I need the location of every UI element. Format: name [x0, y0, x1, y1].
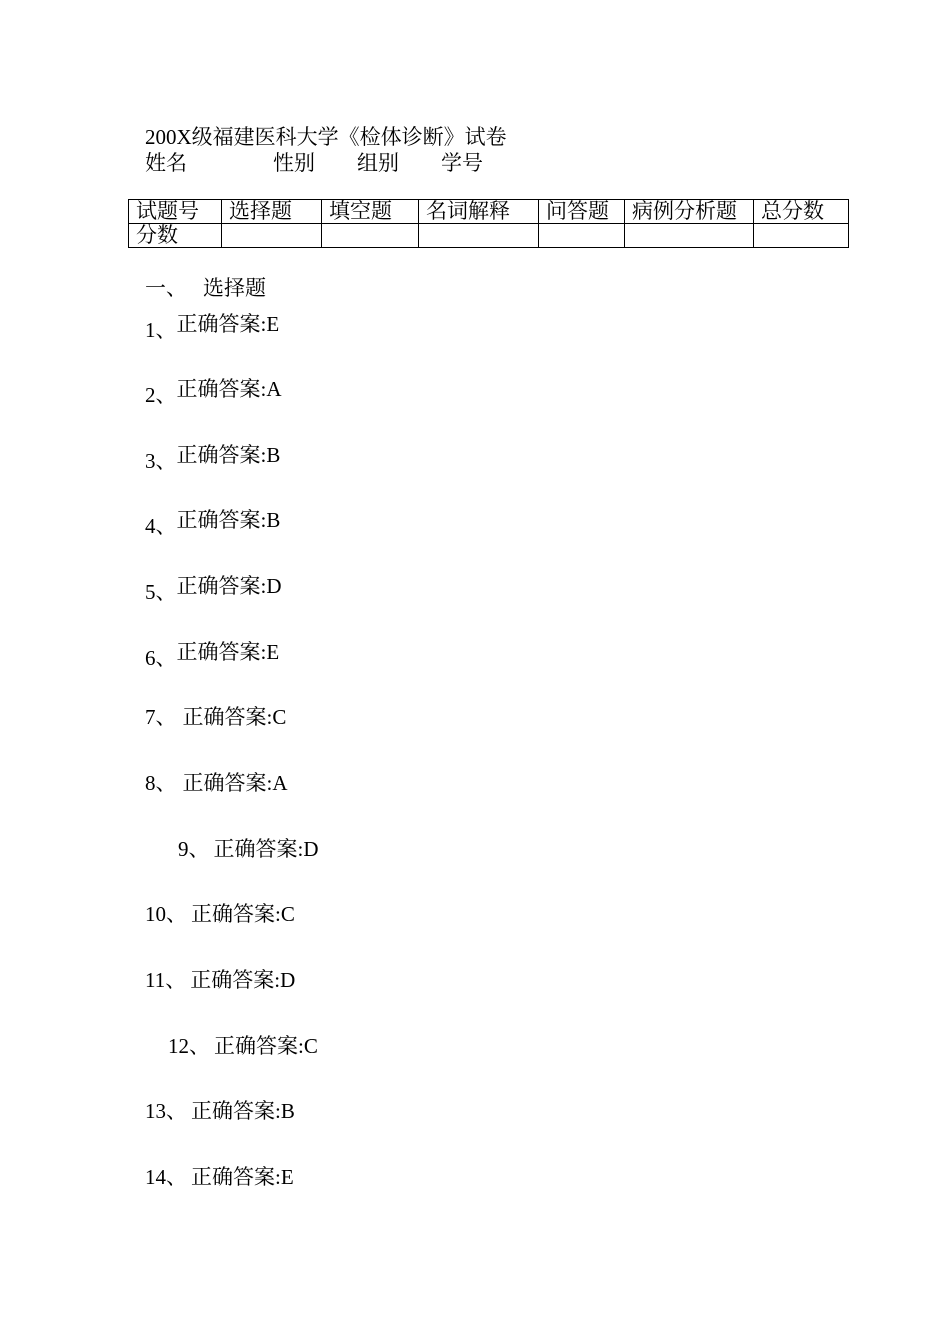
section-heading: [145, 275, 266, 301]
gender-label: 性别: [273, 151, 315, 175]
answer-text: 正确答案:E: [176, 312, 280, 336]
answer-number: 6、: [145, 646, 177, 670]
score-cell-total-score[interactable]: [754, 224, 849, 248]
score-cell-fill-blank[interactable]: [322, 224, 419, 248]
header-cell-total-score: 总分数: [754, 200, 849, 224]
answer-item: [145, 442, 281, 473]
answer-text: 正确答案:C: [191, 902, 295, 926]
answer-item: [145, 1098, 295, 1124]
answer-text: 正确答案:C: [214, 1034, 318, 1058]
answer-item: [145, 967, 295, 993]
score-table-score-row: [129, 224, 849, 248]
answer-number: 4、: [145, 514, 177, 538]
header-cell-term-explanation: 名词解释: [419, 200, 539, 224]
answer-number: 10、: [145, 902, 187, 926]
answer-number: 2、: [145, 383, 177, 407]
answer-text: 正确答案:B: [176, 443, 281, 467]
answer-item: [145, 507, 281, 538]
answer-item: [145, 573, 282, 604]
answer-text: 正确答案:A: [182, 771, 288, 795]
student-id-label: 学号: [441, 151, 483, 175]
score-cell-short-answer[interactable]: [539, 224, 625, 248]
answer-text: 正确答案:A: [176, 377, 282, 401]
answer-item: [145, 770, 288, 796]
answer-number: 3、: [145, 449, 177, 473]
answer-item: [145, 376, 282, 407]
score-cell-term-explanation[interactable]: [419, 224, 539, 248]
answer-text: 正确答案:E: [191, 1165, 294, 1189]
group-label: 组别: [357, 151, 399, 175]
answer-item: [168, 1033, 318, 1059]
answer-number: 1、: [145, 318, 177, 342]
header-cell-short-answer: 问答题: [539, 200, 625, 224]
answer-number: 11、: [145, 968, 187, 992]
answer-text: 正确答案:D: [213, 837, 319, 861]
answer-text: 正确答案:C: [182, 705, 287, 729]
header-cell-multiple-choice: 选择题: [222, 200, 322, 224]
answer-item: [145, 704, 286, 730]
header-cell-question-no: 试题号: [129, 200, 222, 224]
exam-title: 200X级福建医科大学《检体诊断》试卷: [145, 125, 507, 149]
answer-text: 正确答案:E: [176, 640, 280, 664]
score-cell-case-analysis[interactable]: [625, 224, 754, 248]
score-cell-multiple-choice[interactable]: [222, 224, 322, 248]
answer-number: 7、: [145, 705, 177, 729]
name-label: 姓名: [145, 151, 187, 175]
answer-number: 13、: [145, 1099, 187, 1123]
answer-number: 8、: [145, 771, 177, 795]
answer-number: 5、: [145, 580, 177, 604]
score-row-label: 分数: [129, 224, 222, 248]
header-cell-case-analysis: 病例分析题: [625, 200, 754, 224]
answer-item: [145, 901, 295, 927]
score-table: [128, 199, 849, 248]
section-title: 选择题: [203, 276, 266, 300]
answer-number: 14、: [145, 1165, 187, 1189]
header-cell-fill-blank: 填空题: [322, 200, 419, 224]
answer-number: 12、: [168, 1034, 210, 1058]
answer-item: [145, 1164, 294, 1190]
answer-text: 正确答案:D: [190, 968, 296, 992]
answer-item: [145, 639, 280, 670]
section-number: 一、: [145, 276, 187, 300]
answer-text: 正确答案:B: [191, 1099, 295, 1123]
score-table-header-row: [129, 200, 849, 224]
answer-item: [178, 836, 319, 862]
answer-item: [145, 311, 280, 342]
answer-number: 9、: [178, 837, 210, 861]
answer-text: 正确答案:D: [176, 574, 282, 598]
answer-text: 正确答案:B: [176, 508, 281, 532]
